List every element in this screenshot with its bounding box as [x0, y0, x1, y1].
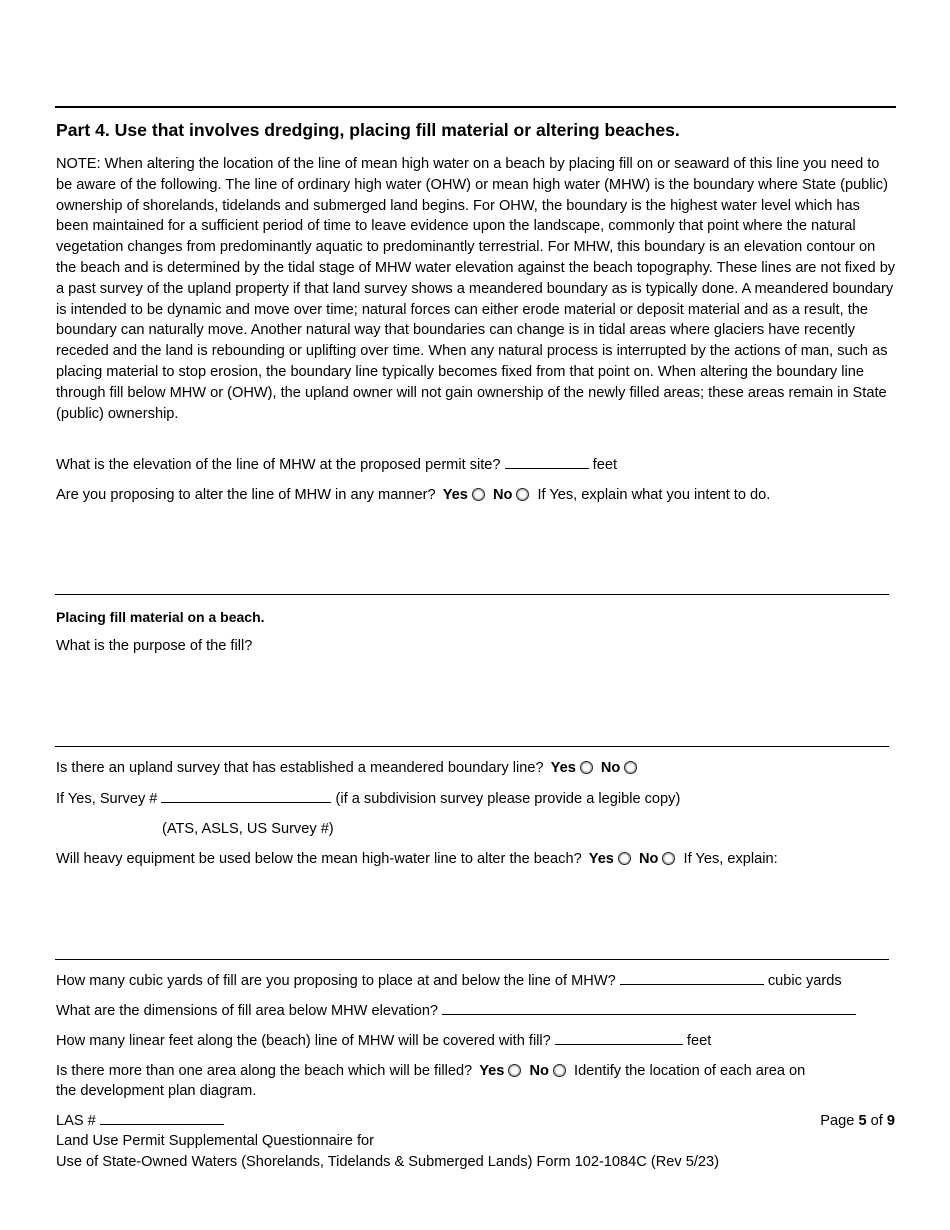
- survey-number-field[interactable]: [161, 790, 331, 803]
- dimensions-question: What are the dimensions of fill area below MHW elevation?: [56, 1002, 856, 1019]
- equipment-no-radio[interactable]: [662, 852, 675, 865]
- las-number-field[interactable]: [100, 1112, 224, 1125]
- multiple-yes-radio[interactable]: [508, 1064, 521, 1077]
- elevation-question: What is the elevation of the line of MHW at the proposed permit site? feet: [56, 457, 617, 473]
- cubic-yards-question: How many cubic yards of fill are you proposing to place at and below the line of MHW? cubic yards: [56, 973, 842, 989]
- linear-feet-question: How many linear feet along the (beach) line of MHW will be covered with fill? feet: [56, 1033, 712, 1049]
- survey-yes-radio[interactable]: [580, 761, 593, 774]
- alter-yes-radio[interactable]: [472, 488, 485, 501]
- no-label: No: [492, 487, 513, 503]
- equipment-question: Will heavy equipment be used below the mean high-water line to alter the beach? Yes No If Yes, explain:: [56, 851, 778, 867]
- purpose-answer-line[interactable]: [55, 746, 889, 747]
- survey-question: Is there an upland survey that has established a meandered boundary line? Yes No: [56, 760, 641, 776]
- top-rule: [55, 106, 896, 108]
- page-total: 9: [886, 1113, 895, 1129]
- linear-feet-field[interactable]: [555, 1032, 683, 1045]
- equipment-yes-radio[interactable]: [618, 852, 631, 865]
- survey-number-question: If Yes, Survey # (if a subdivision survey please provide a legible copy): [56, 791, 681, 807]
- alter-answer-line[interactable]: [55, 594, 889, 595]
- multiple-no-radio[interactable]: [553, 1064, 566, 1077]
- survey-no-radio[interactable]: [624, 761, 637, 774]
- alter-mhw-question: Are you proposing to alter the line of MHW in any manner? Yes No If Yes, explain what you intent to do.: [56, 487, 771, 503]
- part4-heading: Part 4. Use that involves dredging, placing fill material or altering beaches.: [56, 120, 680, 140]
- equipment-answer-line[interactable]: [55, 959, 889, 960]
- page-current: 5: [858, 1113, 867, 1129]
- form-title-line2: Use of State-Owned Waters (Shorelands, Tidelands & Submerged Lands) Form 102-1084C (Rev 5/23): [56, 1154, 719, 1170]
- elevation-field[interactable]: [505, 456, 589, 469]
- alter-no-radio[interactable]: [516, 488, 529, 501]
- cubic-yards-field[interactable]: [620, 972, 764, 985]
- page-number: Page 5 of 9: [820, 1113, 895, 1129]
- multiple-areas-line2: the development plan diagram.: [56, 1083, 257, 1099]
- purpose-question: What is the purpose of the fill?: [56, 638, 253, 654]
- dimensions-field[interactable]: [442, 1002, 856, 1015]
- las-number: LAS #: [56, 1112, 224, 1129]
- survey-types-hint: (ATS, ASLS, US Survey #): [162, 821, 334, 837]
- note-paragraph: NOTE: When altering the location of the line of mean high water on a beach by placing fill on or seaward of this line you need to be aware of the following. The line of ordinary high water (OHW) or mean high water (MHW) is the boundary where State (public) ownership of shorelands, tidelands and submerged land begins. For OHW, the boundary is the highest water level which has been maintained for a sufficient period of time to leave evidence upon the landscape, commonly that point where the natural vegetation changes from predominantly aquatic to predominantly terrestrial. For MHW, this boundary is an elevation contour on the beach and is determined by the tidal stage of MHW water elevation against the beach topography. These lines are not fixed by a past survey of the upland property if that land survey shows a meandered boundary as is typically done. A meandered boundary is intended to be dynamic and move over time; natural forces can either erode material or deposit material and as a result, the boundary can naturally move. Another natural way that boundaries can change is in tidal areas where glaciers have recently receded and the land is rebounding or uplifting over time. When any natural process is interrupted by the actions of man, such as placing material to stop erosion, the boundary line typically becomes fixed from that point on. When altering the boundary line through fill below MHW or (OHW), the upland owner will not gain ownership of the newly filled areas; these areas remain in State (public) ownership.: [56, 156, 896, 422]
- form-title-line1: Land Use Permit Supplemental Questionnaire for: [56, 1133, 374, 1149]
- yes-label: Yes: [442, 487, 468, 503]
- fill-subheading: Placing fill material on a beach.: [56, 609, 265, 625]
- multiple-areas-question: Is there more than one area along the beach which will be filled? Yes No Identify the location of each area on: [56, 1063, 806, 1079]
